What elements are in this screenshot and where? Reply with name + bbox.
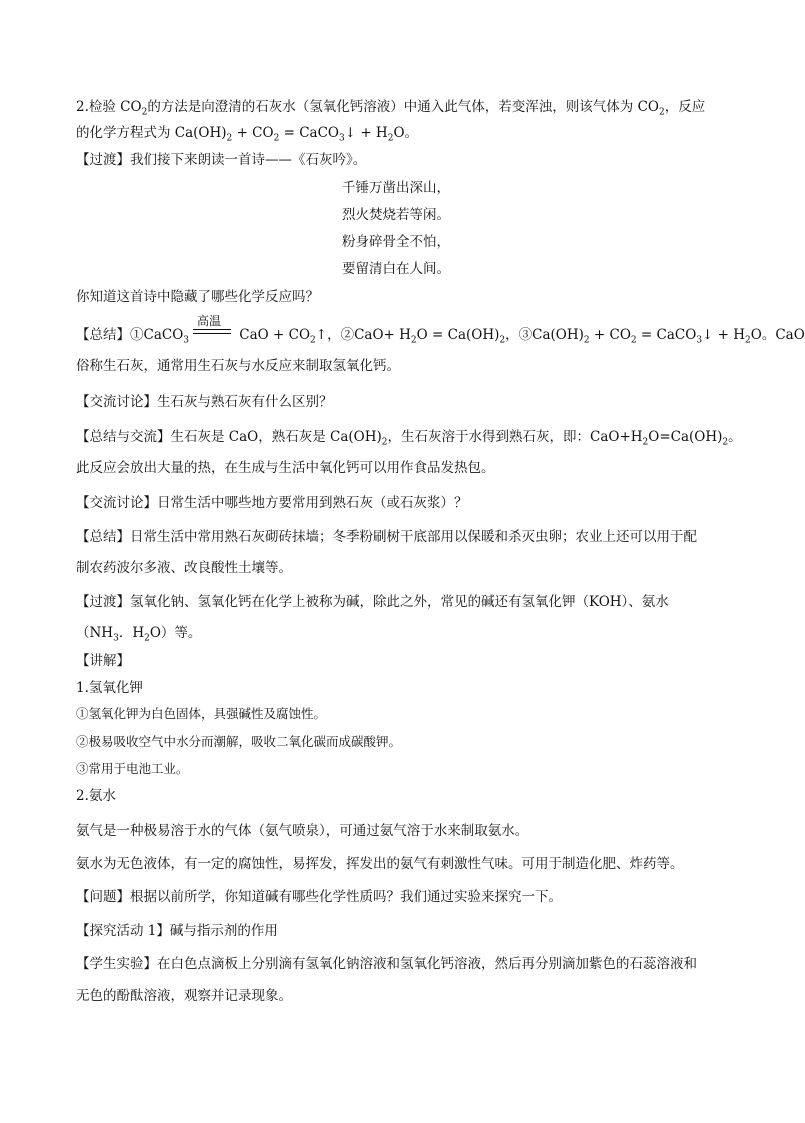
text-line-problem: 【问题】根据以前所学，你知道碱有哪些化学性质吗？我们通过实验来探究一下。 bbox=[76, 889, 562, 905]
text-line-summary-uses: 【总结】日常生活中常用熟石灰砌砖抹墙；冬季粉刷树干底部用以保暖和杀灭虫卵；农业上还可以用于配 bbox=[76, 529, 697, 545]
section-heading-ammonia: 2.氨水 bbox=[76, 788, 116, 804]
text-line-lecture-heading: 【讲解】 bbox=[76, 653, 130, 669]
text-line-summary-exchange: 【总结与交流】生石灰是 CaO，熟石灰是 $Ca(OH)_2$，生石灰溶于水得到熟石灰，即：$CaO+H_2O=Ca(OH)_2$。 bbox=[76, 429, 742, 448]
text-line-ammonia-gas: 氨气是一种极易溶于水的气体（氨气喷泉），可通过氨气溶于水来制取氨水。 bbox=[76, 823, 529, 839]
text-line-ammonia-properties: 氨水为无色液体，有一定的腐蚀性，易挥发，挥发出的氨气有刺激性气味。可用于制造化肥、炸药等。 bbox=[76, 856, 684, 872]
text-line-transition-poem: 【过渡】我们接下来朗读一首诗——《石灰吟》。 bbox=[76, 152, 367, 168]
list-item-koh-3: ③常用于电池工业。 bbox=[76, 761, 189, 776]
section-heading-koh: 1.氢氧化钾 bbox=[76, 680, 143, 696]
list-item-koh-2: ②极易吸收空气中水分而潮解，吸收二氧化碳而成碳酸钾。 bbox=[76, 734, 402, 749]
reaction-condition-sign: 高温 bbox=[193, 324, 231, 342]
text-line-discussion-2: 【交流讨论】日常生活中哪些地方要常用到熟石灰（或石灰浆）？ bbox=[76, 495, 468, 511]
poem-line-3: 粉身碎骨全不怕， bbox=[342, 234, 450, 250]
text-line-heat-release: 此反应会放出大量的热，在生成与生活中氧化钙可以用作食品发热包。 bbox=[76, 460, 495, 476]
poem-line-2: 烈火焚烧若等闲。 bbox=[342, 207, 450, 223]
list-item-koh-1: ①氢氧化钾为白色固体，具强碱性及腐蚀性。 bbox=[76, 706, 327, 721]
text-line-equation: 的化学方程式为 $Ca(OH)_2 + CO_2$ = CaCO$_3$↓ + $H_2O$。 bbox=[76, 125, 419, 144]
text-line-summary-reactions: 【总结】①CaCO$_3$ 高温 CaO + $CO_2↑$，②CaO+ $H_2O = Ca(OH)_2$，$③Ca(OH)_2 + CO_2$ = CaCO$_3$↓ + $H_2O$。CaO bbox=[76, 314, 805, 346]
text-line-ammonia-water: （$NH_3$．$H_2O$）等。 bbox=[76, 625, 202, 644]
text-line-quicklime: 俗称生石灰，通常用生石灰与水反应来制取氢氧化钙。 bbox=[76, 358, 400, 374]
text-line-question: 你知道这首诗中隐藏了哪些化学反应吗？ bbox=[76, 289, 319, 305]
text-line-summary-uses-cont: 制农药波尔多液、改良酸性土壤等。 bbox=[76, 560, 292, 576]
text-line-student-experiment: 【学生实验】在白色点滴板上分别滴有氢氧化钠溶液和氢氧化钙溶液，然后再分别滴加紫色的石蕊溶液和 bbox=[76, 956, 697, 972]
text-line-transition-bases: 【过渡】氢氧化钠、氢氧化钙在化学上被称为碱，除此之外，常见的碱还有氢氧化钾（KOH）、氨水 bbox=[76, 594, 669, 610]
poem-line-1: 千锤万凿出深山， bbox=[342, 180, 450, 196]
text-line-co2-test: 2.检验 $CO_2$的方法是向澄清的石灰水（氢氧化钙溶液）中通入此气体，若变浑浊，则该气体为 $CO_2$，反应 bbox=[76, 99, 706, 118]
text-line-activity-1: 【探究活动 1】碱与指示剂的作用 bbox=[76, 923, 278, 939]
text-line-student-experiment-cont: 无色的酚酞溶液，观察并记录现象。 bbox=[76, 988, 292, 1004]
text-line-discussion-1: 【交流讨论】生石灰与熟石灰有什么区别？ bbox=[76, 394, 333, 410]
poem-line-4: 要留清白在人间。 bbox=[342, 261, 450, 277]
